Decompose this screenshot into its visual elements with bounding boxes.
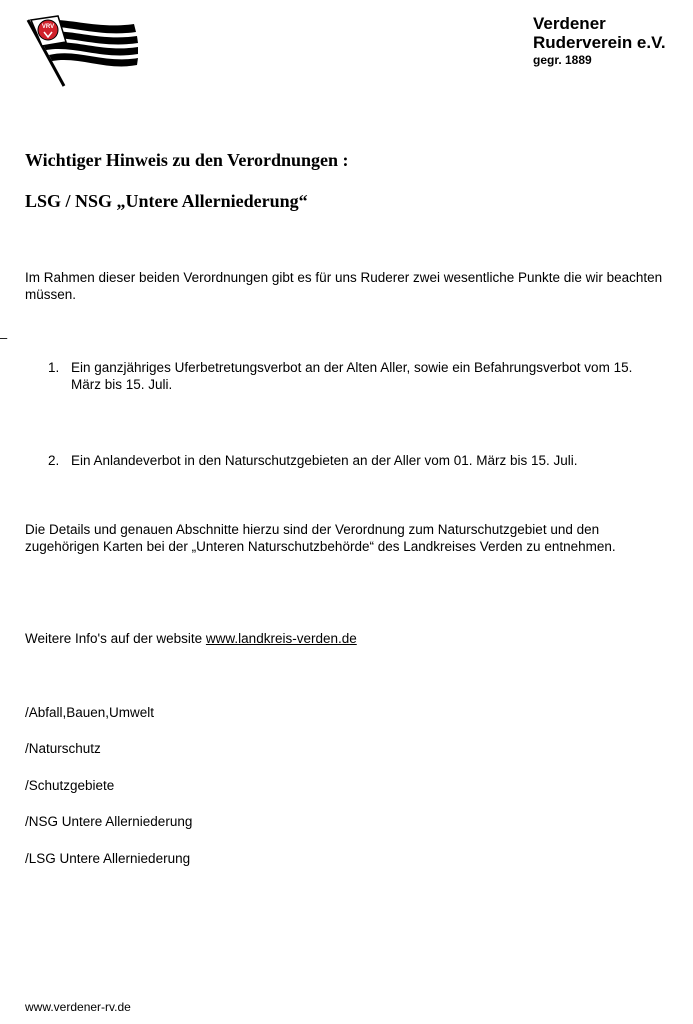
list-item: [48, 360, 658, 393]
intro-paragraph: Im Rahmen dieser beiden Verordnungen gibt es für uns Ruderer zwei wesentliche Punkte die wir beachten müssen.: [25, 270, 663, 302]
path-item: /LSG Untere Allerniederung: [25, 851, 191, 866]
founded-text: gegr. 1889: [533, 53, 592, 67]
margin-dash: –: [0, 330, 8, 345]
club-name-line1: Verdener: [533, 14, 606, 33]
club-name-line2: Ruderverein e.V.: [533, 33, 666, 52]
list-text: Ein ganzjähriges Uferbetretungsverbot an der Alten Aller, sowie ein Befahrungsverbot vom 15. März bis 15. Juli.: [71, 360, 633, 392]
list-text: Ein Anlandeverbot in den Naturschutzgebieten an der Aller vom 01. März bis 15. Juli.: [71, 453, 578, 468]
club-flag-logo: [22, 12, 142, 90]
list-number: 1.: [48, 360, 60, 375]
list-number: 2.: [48, 453, 60, 468]
info-prefix: Weitere Info's auf der website: [25, 631, 206, 646]
footer-website: www.verdener-rv.de: [25, 1000, 131, 1014]
landkreis-link[interactable]: www.landkreis-verden.de: [205, 631, 357, 646]
logo-text: VRV: [41, 24, 55, 30]
heading-regulation: LSG / NSG „Untere Allerniederung“: [25, 191, 308, 211]
path-item: /Abfall,Bauen,Umwelt: [25, 705, 155, 720]
list-item: [48, 453, 658, 470]
path-item: /Naturschutz: [25, 741, 101, 756]
club-name-block: [533, 14, 666, 68]
path-item: /NSG Untere Allerniederung: [25, 814, 193, 829]
path-item: /Schutzgebiete: [25, 778, 115, 793]
details-paragraph: Die Details und genauen Abschnitte hierzu sind der Verordnung zum Naturschutzgebiet und den zugehörigen Karten bei der „Unteren Naturschutzbehörde“ des Landkreises Verden zu entnehmen.: [25, 522, 616, 554]
heading-notice: Wichtiger Hinweis zu den Verordnungen :: [25, 150, 349, 170]
info-paragraph: [25, 631, 665, 648]
